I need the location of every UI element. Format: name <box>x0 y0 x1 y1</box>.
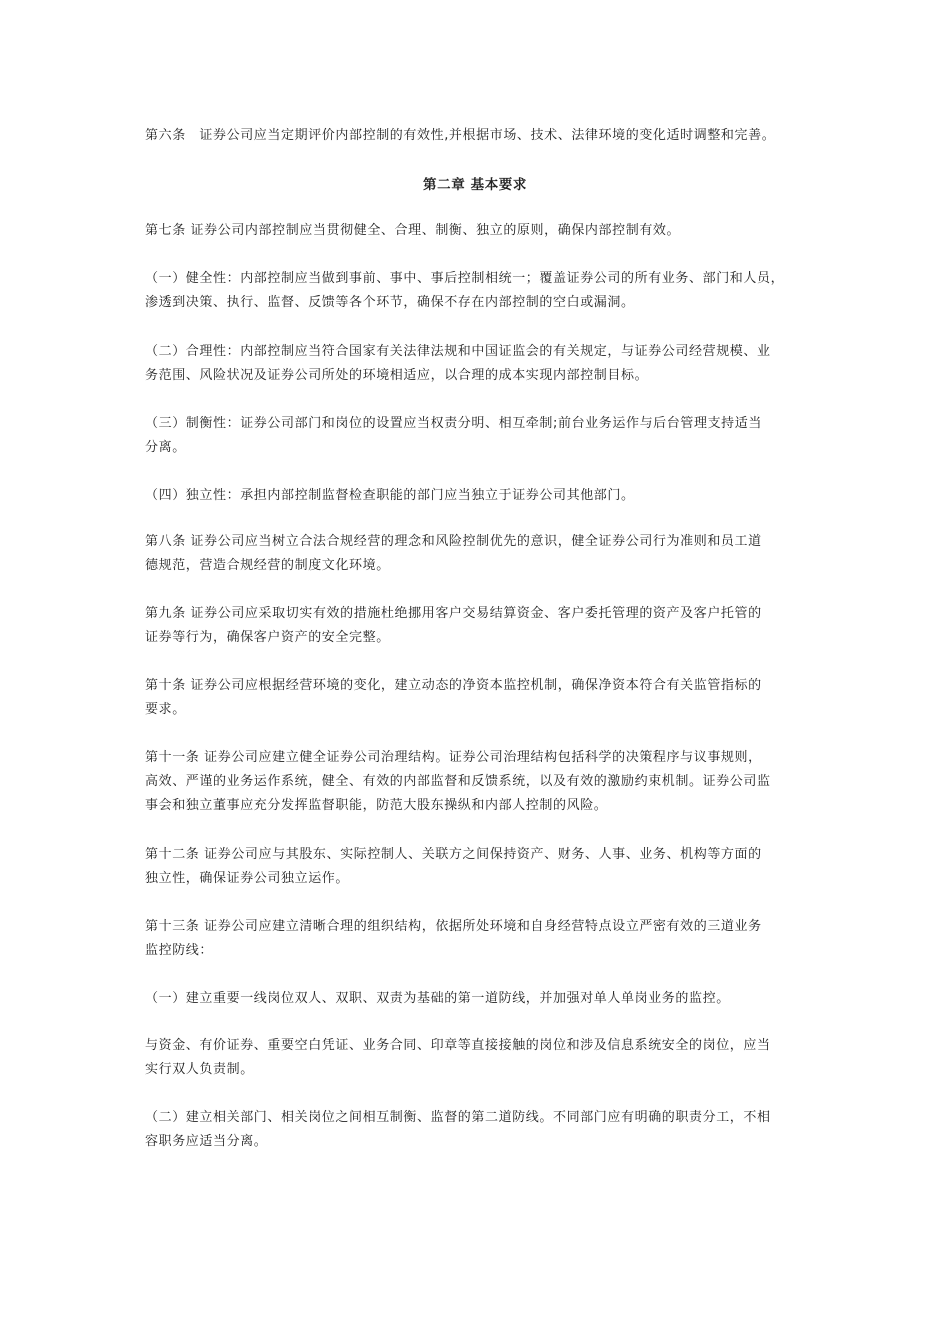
article-9-line: 证券等行为，确保客户资产的安全完整。 <box>145 630 390 645</box>
defense-line-1-detail <box>145 1034 813 1082</box>
article-11-line: 第十一条 证券公司应建立健全证券公司治理结构。证券公司治理结构包括科学的决策程序与议事规则， <box>145 750 762 765</box>
item-completeness-line: （一）健全性：内部控制应当做到事前、事中、事后控制相统一；覆盖证券公司的所有业务、部门和人员， <box>145 271 785 286</box>
article-13 <box>145 915 813 963</box>
item-reasonableness <box>145 340 813 388</box>
item-reasonableness-line: 务范围、风险状况及证券公司所处的环境相适应，以合理的成本实现内部控制目标。 <box>145 368 649 383</box>
item-checks-balances-line: 分离。 <box>145 440 186 455</box>
chapter-heading: 第二章 基本要求 <box>423 177 527 193</box>
article-12-line: 独立性，确保证券公司独立运作。 <box>145 871 350 886</box>
article-11 <box>145 746 813 818</box>
article-9 <box>145 602 813 650</box>
item-checks-balances-line: （三）制衡性：证券公司部门和岗位的设置应当权责分明、相互牵制;前台业务运作与后台管理支持适当 <box>145 416 762 431</box>
article-9-line: 第九条 证券公司应采取切实有效的措施杜绝挪用客户交易结算资金、客户委托管理的资产及客户托管的 <box>145 606 762 621</box>
article-12 <box>145 843 813 891</box>
article-10-line: 第十条 证券公司应根据经营环境的变化，建立动态的净资本监控机制，确保净资本符合有关监管指标的 <box>145 678 762 693</box>
article-8-line: 德规范，营造合规经营的制度文化环境。 <box>145 558 390 573</box>
defense-line-2-line: 容职务应适当分离。 <box>145 1134 268 1149</box>
article-8-line: 第八条 证券公司应当树立合法合规经营的理念和风险控制优先的意识，健全证券公司行为准则和员工道 <box>145 534 762 549</box>
defense-line-1-text: （一）建立重要一线岗位双人、双职、双责为基础的第一道防线，并加强对单人单岗业务的监控。 <box>145 991 730 1006</box>
article-12-line: 第十二条 证券公司应与其股东、实际控制人、关联方之间保持资产、财务、人事、业务、机构等方面的 <box>145 847 762 862</box>
article-11-line: 高效、严谨的业务运作系统，健全、有效的内部监督和反馈系统，以及有效的激励约束机制。证券公司监 <box>145 774 771 789</box>
article-10-line: 要求。 <box>145 702 186 717</box>
article-6 <box>145 124 813 148</box>
article-8 <box>145 530 813 578</box>
item-independence-text: （四）独立性：承担内部控制监督检查职能的部门应当独立于证券公司其他部门。 <box>145 488 635 503</box>
item-checks-balances <box>145 412 813 460</box>
article-7 <box>145 219 813 243</box>
item-independence <box>145 484 813 508</box>
item-completeness <box>145 267 813 315</box>
defense-line-1 <box>145 987 813 1011</box>
defense-line-1-detail-line: 与资金、有价证券、重要空白凭证、业务合同、印章等直接接触的岗位和涉及信息系统安全的岗位，应当 <box>145 1038 771 1053</box>
defense-line-2 <box>145 1106 813 1154</box>
defense-line-2-line: （二）建立相关部门、相关岗位之间相互制衡、监督的第二道防线。不同部门应有明确的职责分工，不相 <box>145 1110 771 1125</box>
item-reasonableness-line: （二）合理性：内部控制应当符合国家有关法律法规和中国证监会的有关规定，与证券公司经营规模、业 <box>145 344 771 359</box>
item-completeness-line: 渗透到决策、执行、监督、反馈等各个环节，确保不存在内部控制的空白或漏洞。 <box>145 295 635 310</box>
article-10 <box>145 674 813 722</box>
defense-line-1-detail-line: 实行双人负责制。 <box>145 1062 254 1077</box>
article-6-text: 第六条 证券公司应当定期评价内部控制的有效性,并根据市场、技术、法律环境的变化适时调整和完善。 <box>145 128 776 143</box>
article-13-line: 第十三条 证券公司应建立清晰合理的组织结构，依据所处环境和自身经营特点设立严密有效的三道业务 <box>145 919 762 934</box>
article-11-line: 事会和独立董事应充分发挥监督职能，防范大股东操纵和内部人控制的风险。 <box>145 798 608 813</box>
article-13-line: 监控防线： <box>145 943 214 958</box>
article-7-text: 第七条 证券公司内部控制应当贯彻健全、合理、制衡、独立的原则，确保内部控制有效。 <box>145 223 681 238</box>
